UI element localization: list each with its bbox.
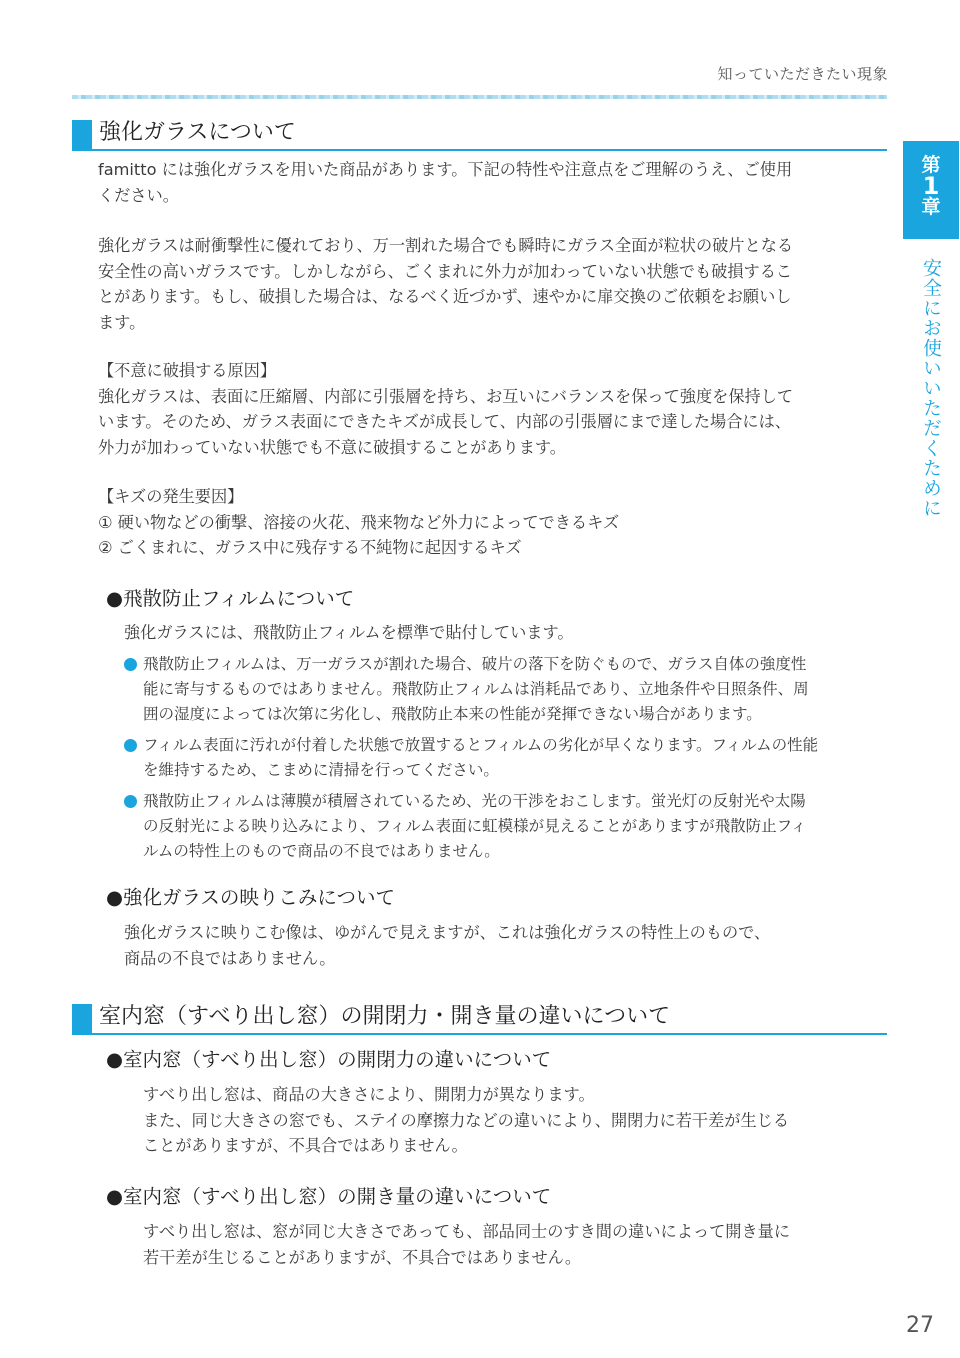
chapter-tab-line3: 章 (921, 196, 941, 218)
scratch-cause-block (98, 484, 619, 561)
running-header: 知っていただきたい現象 (717, 65, 888, 83)
section-title-window (72, 1002, 887, 1035)
opening-force-paragraph (143, 1082, 789, 1159)
paragraph-line: 強化ガラスに映りこむ像は、ゆがんで見えますが、これは強化ガラスの特性上のもので、 (124, 923, 771, 942)
section-title-text: 室内窓（すべり出し窓）の開閉力・開き量の違いについて (99, 1004, 671, 1029)
breakage-cause-block (98, 358, 793, 460)
paragraph-line: 強化ガラスは耐衝撃性に優れており、万一割れた場合でも瞬時にガラス全面が粒状の破片となる (98, 236, 794, 255)
section-title-bar (72, 120, 92, 149)
intro-paragraph (98, 157, 792, 208)
bullet-dot (124, 658, 137, 671)
paragraph-line: 外力が加わっていない状態でも不意に破損することがあります。 (98, 437, 566, 457)
scratch-cause-heading: 【キズの発生要因】 (98, 487, 244, 506)
bullet-dot (124, 739, 137, 752)
bullet-line: フィルム表面に汚れが付着した状態で放置するとフィルムの劣化が早くなります。フィルムの性能 (143, 736, 819, 754)
opening-amount-heading: ●室内窓（すべり出し窓）の開き量の違いについて (106, 1185, 552, 1208)
paragraph-line: すべり出し窓は、窓が同じ大きさであっても、部品同士のすき間の違いによって開き量に (143, 1222, 791, 1241)
paragraph-line: います。そのため、ガラス表面にできたキズが成長して、内部の引張層にまで達した場合には、 (98, 412, 791, 431)
page-number: 27 (906, 1313, 934, 1338)
bullet-line: 囲の湿度によっては次第に劣化し、飛散防止本来の性能が発揮できない場合があります。 (143, 705, 762, 723)
paragraph-line: ことがありますが、不具合ではありません。 (143, 1136, 468, 1155)
paragraph-line: ます。 (98, 312, 146, 332)
bullet-line: の反射光による映り込みにより、フィルム表面に虹模様が見えることがありますが飛散防止フィ (143, 817, 807, 835)
bullet-dot (124, 795, 137, 808)
chapter-tab-line1: 第 (921, 154, 941, 176)
bullet-line: 飛散防止フィルムは、万一ガラスが割れた場合、破片の落下を防ぐもので、ガラス自体の強度性 (143, 655, 807, 673)
paragraph-line: また、同じ大きさの窓でも、ステイの摩擦力などの違いにより、開閉力に若干差が生じる (143, 1110, 790, 1130)
section-title-bar (72, 1004, 92, 1033)
film-bullet (124, 789, 890, 864)
header-divider (72, 95, 887, 99)
opening-force-heading: ●室内窓（すべり出し窓）の開閉力の違いについて (106, 1048, 552, 1071)
reflection-heading: ●強化ガラスの映りこみについて (106, 886, 396, 909)
paragraph-line: 安全性の高いガラスです。しかしながら、ごくまれに外力が加わっていない状態でも破損するこ (98, 261, 793, 281)
breakage-cause-heading: 【不意に破損する原因】 (98, 361, 277, 380)
bullet-line: 飛散防止フィルムは薄膜が積層されているため、光の干渉をおこします。蛍光灯の反射光や太陽 (143, 792, 806, 810)
intro-line: famitto には強化ガラスを用いた商品があります。下記の特性や注意点をご理解のうえ、ご使用 (98, 160, 793, 179)
film-intro: 強化ガラスには、飛散防止フィルムを標準で貼付しています。 (124, 623, 574, 642)
film-bullet (124, 652, 890, 727)
reflection-paragraph (124, 920, 770, 971)
intro-line: ください。 (98, 185, 179, 205)
bullet-line: を維持するため、こまめに清掃を行ってください。 (143, 761, 499, 779)
film-heading: ●飛散防止フィルムについて (106, 587, 355, 610)
paragraph-line: 強化ガラスは、表面に圧縮層、内部に引張層を持ち、お互いにバランスを保って強度を保持して (98, 386, 794, 406)
chapter-vertical-label: 安全にお使いいただくために (920, 258, 942, 518)
section-title-text: 強化ガラスについて (99, 120, 296, 145)
paragraph-line: すべり出し窓は、商品の大きさにより、開閉力が異なります。 (143, 1085, 595, 1104)
paragraph-line: 若干差が生じることがありますが、不具合ではありません。 (143, 1247, 582, 1267)
section-title-tempered-glass (72, 118, 887, 151)
paragraph-line: とがあります。もし、破損した場合は、なるべく近づかず、速やかに扉交換のご依頼をお願いし (98, 287, 792, 306)
bullet-line: ルムの特性上のもので商品の不良ではありません。 (143, 842, 500, 860)
chapter-tab (903, 141, 959, 239)
scratch-cause-item: ② ごくまれに、ガラス中に残存する不純物に起因するキズ (98, 538, 522, 557)
opening-amount-paragraph (143, 1219, 790, 1270)
glass-properties-paragraph (98, 233, 793, 335)
chapter-tab-number: 1 (922, 172, 940, 200)
scratch-cause-item: ① 硬い物などの衝撃、溶接の火花、飛来物など外力によってできるキズ (98, 512, 620, 532)
bullet-line: 能に寄与するものではありません。飛散防止フィルムは消耗品であり、立地条件や日照条件、周 (143, 680, 809, 698)
paragraph-line: 商品の不良ではありません。 (124, 948, 336, 968)
film-bullet (124, 733, 890, 783)
